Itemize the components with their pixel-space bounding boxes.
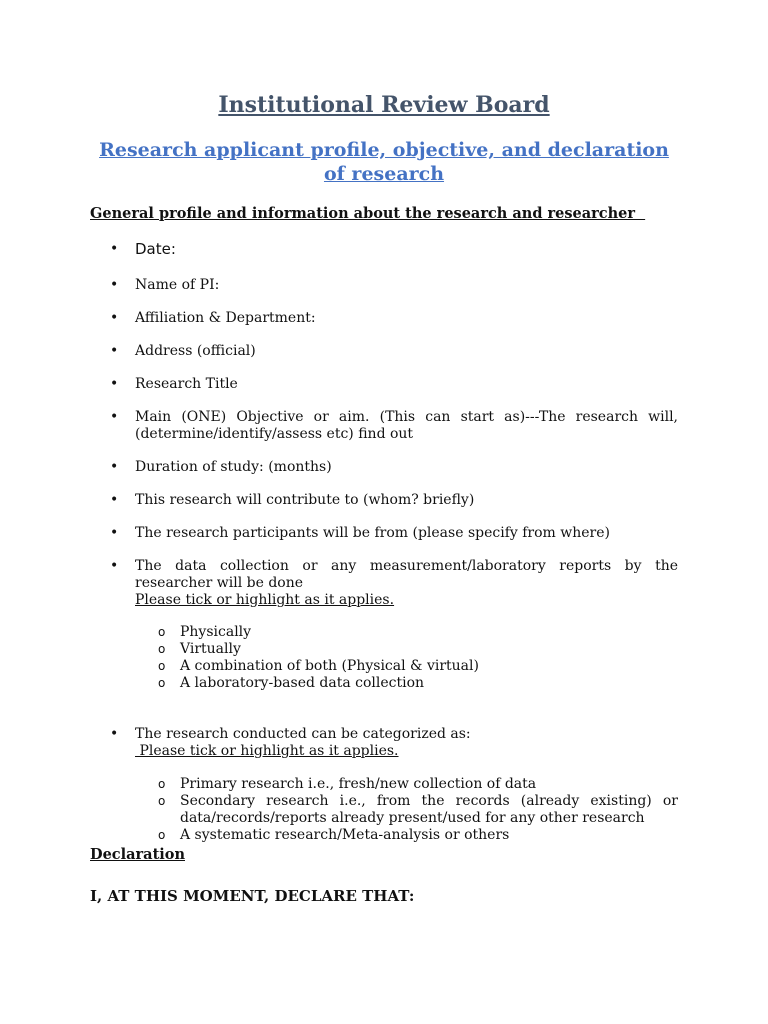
option-systematic-research: [90, 827, 678, 844]
option-label: Virtually: [180, 641, 241, 657]
list-item-contribution: [90, 492, 678, 509]
bullet-icon: •: [110, 492, 119, 508]
bullet-icon: •: [110, 310, 119, 326]
option-label: A laboratory-based data collection: [180, 675, 425, 691]
list-item-text: This research will contribute to (whom? briefly): [135, 492, 475, 508]
bullet-icon: •: [110, 277, 119, 293]
document-title: Institutional Review Board: [218, 92, 550, 118]
sub-bullet-icon: o: [158, 659, 166, 673]
list-item-address: [90, 343, 678, 360]
list-item-note: Please tick or highlight as it applies.: [135, 592, 395, 608]
option-label: A systematic research/Meta-analysis or others: [180, 827, 510, 843]
bullet-icon: •: [110, 459, 119, 475]
list-item-text: The research participants will be from (please specify from where): [135, 525, 610, 541]
declaration-statement: I, AT THIS MOMENT, DECLARE THAT:: [90, 887, 415, 905]
option-label: A combination of both (Physical & virtual): [180, 658, 479, 674]
declaration-heading: Declaration: [90, 846, 185, 863]
list-item-text: Research Title: [135, 376, 238, 392]
list-item-text: Address (official): [135, 343, 256, 359]
list-item-participants: [90, 525, 678, 542]
list-item-text: Affiliation & Department:: [135, 310, 316, 326]
section-heading-general-profile: General profile and information about the research and researcher: [90, 205, 646, 222]
list-item-affiliation: [90, 310, 678, 327]
bullet-icon: •: [110, 726, 119, 742]
list-item-text: Name of PI:: [135, 277, 220, 293]
sub-bullet-icon: o: [158, 676, 166, 690]
option-virtually: [90, 641, 678, 658]
option-laboratory: [90, 675, 678, 692]
list-item-research-title: [90, 376, 678, 393]
option-label: Primary research i.e., fresh/new collection of data: [180, 776, 537, 792]
bullet-icon: •: [110, 409, 119, 425]
research-category-options: [90, 776, 678, 844]
bullet-icon: •: [110, 558, 119, 574]
list-item-text: The research conducted can be categorized as:: [135, 726, 471, 742]
bullet-icon: •: [110, 376, 119, 392]
list-item-text: The data collection or any measurement/laboratory reports by the researcher will be done: [135, 558, 678, 591]
sub-bullet-icon: o: [158, 828, 166, 842]
sub-bullet-icon: o: [158, 625, 166, 639]
list-item-research-category: [90, 726, 678, 760]
data-collection-options: [90, 624, 678, 692]
list-item-duration: [90, 459, 678, 476]
document-subtitle: Research applicant profile, objective, and declaration of research: [99, 139, 669, 185]
list-item-text: Date:: [135, 240, 176, 258]
list-item-data-collection: [90, 558, 678, 609]
list-item-text: Duration of study: (months): [135, 459, 332, 475]
sub-bullet-icon: o: [158, 642, 166, 656]
option-physically: [90, 624, 678, 641]
bullet-icon: •: [110, 525, 119, 541]
option-label: Physically: [180, 624, 252, 640]
sub-bullet-icon: o: [158, 794, 166, 808]
option-label: Secondary research i.e., from the records (already existing) or data/records/reports already present/used for any other research: [180, 793, 678, 826]
list-item-date: [90, 241, 678, 258]
option-secondary-research: [90, 793, 678, 827]
list-item-note: Please tick or highlight as it applies.: [135, 743, 399, 759]
option-primary-research: [90, 776, 678, 793]
bullet-icon: •: [110, 241, 119, 257]
list-item-objective: [90, 409, 678, 443]
list-item-text: Main (ONE) Objective or aim. (This can start as)---The research will, (determine/identify/assess etc) find out: [135, 409, 678, 442]
option-combination: [90, 658, 678, 675]
list-item-name-of-pi: [90, 277, 678, 294]
sub-bullet-icon: o: [158, 777, 166, 791]
bullet-icon: •: [110, 343, 119, 359]
